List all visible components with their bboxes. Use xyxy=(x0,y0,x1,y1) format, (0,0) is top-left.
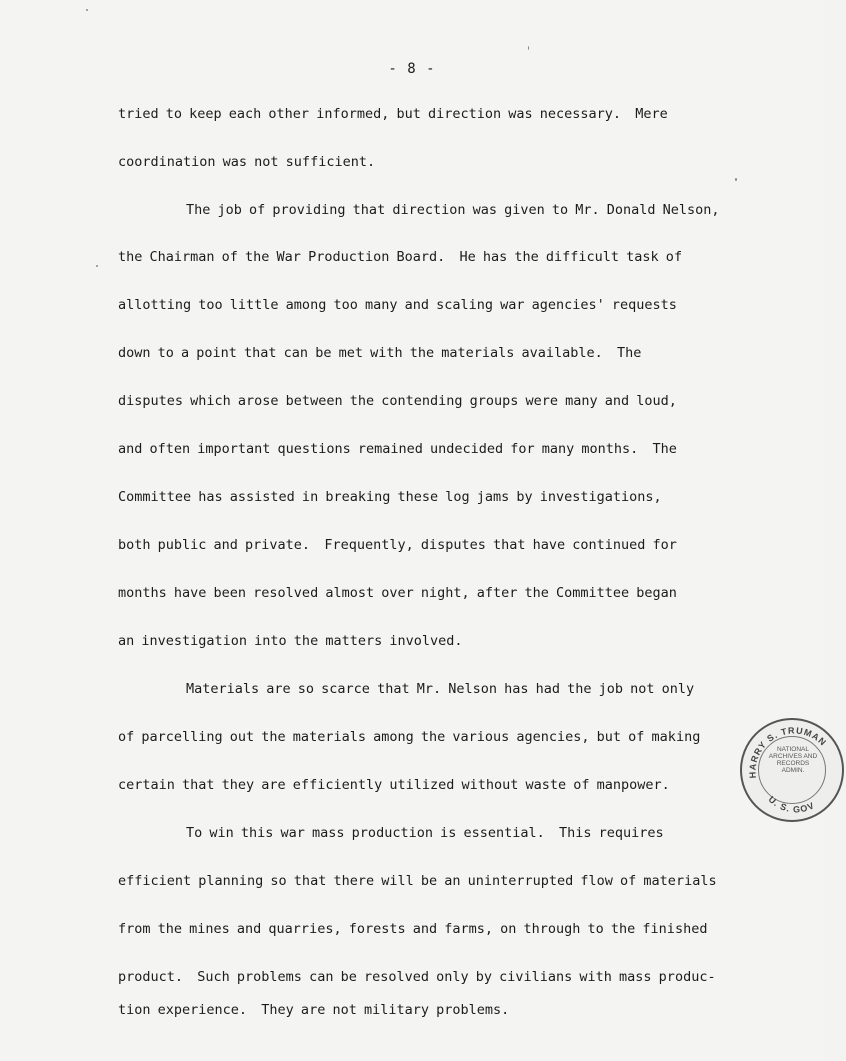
text-line-10: both public and private. Frequently, disputes that have continued for xyxy=(118,537,677,553)
text-line-6: down to a point that can be met with the materials available. The xyxy=(118,345,642,361)
text-line-13: Materials are so scarce that Mr. Nelson has had the job not only xyxy=(186,681,695,697)
stamp-ring-bottom-text: U. S. GOV xyxy=(766,794,817,815)
text-line-12: an investigation into the matters involved. xyxy=(118,633,463,649)
text-line-1: tried to keep each other informed, but direction was necessary. Mere xyxy=(118,106,668,122)
text-line-15: certain that they are efficiently utilized without waste of manpower. xyxy=(118,777,670,793)
scan-speck xyxy=(735,178,737,181)
text-line-8: and often important questions remained undecided for many months. The xyxy=(118,441,677,457)
text-line-18: from the mines and quarries, forests and farms, on through to the finished xyxy=(118,921,708,937)
scan-speck xyxy=(96,265,98,267)
text-line-2: coordination was not sufficient. xyxy=(118,154,376,170)
text-line-19: product. Such problems can be resolved only by civilians with mass produc- xyxy=(118,969,716,985)
text-line-4: the Chairman of the War Production Board. He has the difficult task of xyxy=(118,249,683,265)
svg-text:U. S. GOV xyxy=(766,794,816,814)
text-line-17: efficient planning so that there will be an uninterrupted flow of materials xyxy=(118,873,717,889)
text-line-20: tion experience. They are not military problems. xyxy=(118,1002,510,1018)
text-line-11: months have been resolved almost over night, after the Committee began xyxy=(118,585,677,601)
text-line-16: To win this war mass production is essential. This requires xyxy=(186,825,664,841)
stamp-center-line-3: RECORDS xyxy=(776,760,810,767)
stamp-center-line-2: ARCHIVES AND xyxy=(768,753,818,760)
text-line-3: The job of providing that direction was given to Mr. Donald Nelson, xyxy=(186,202,720,218)
text-line-14: of parcelling out the materials among the various agencies, but of making xyxy=(118,729,701,745)
scan-speck xyxy=(86,9,88,11)
stamp-center-text xyxy=(762,746,824,774)
page-number: - 8 - xyxy=(388,61,436,77)
stamp-ring-top-text: HARRY S. TRUMAN xyxy=(747,725,829,779)
text-line-5: allotting too little among too many and scaling war agencies' requests xyxy=(118,297,677,313)
archives-stamp xyxy=(740,718,844,822)
text-line-7: disputes which arose between the contending groups were many and loud, xyxy=(118,393,677,409)
stamp-center-line-1: NATIONAL xyxy=(776,746,810,753)
scan-speck xyxy=(528,46,529,50)
text-line-9: Committee has assisted in breaking these log jams by investigations, xyxy=(118,489,662,505)
stamp-center-line-4: ADMIN. xyxy=(781,767,805,774)
